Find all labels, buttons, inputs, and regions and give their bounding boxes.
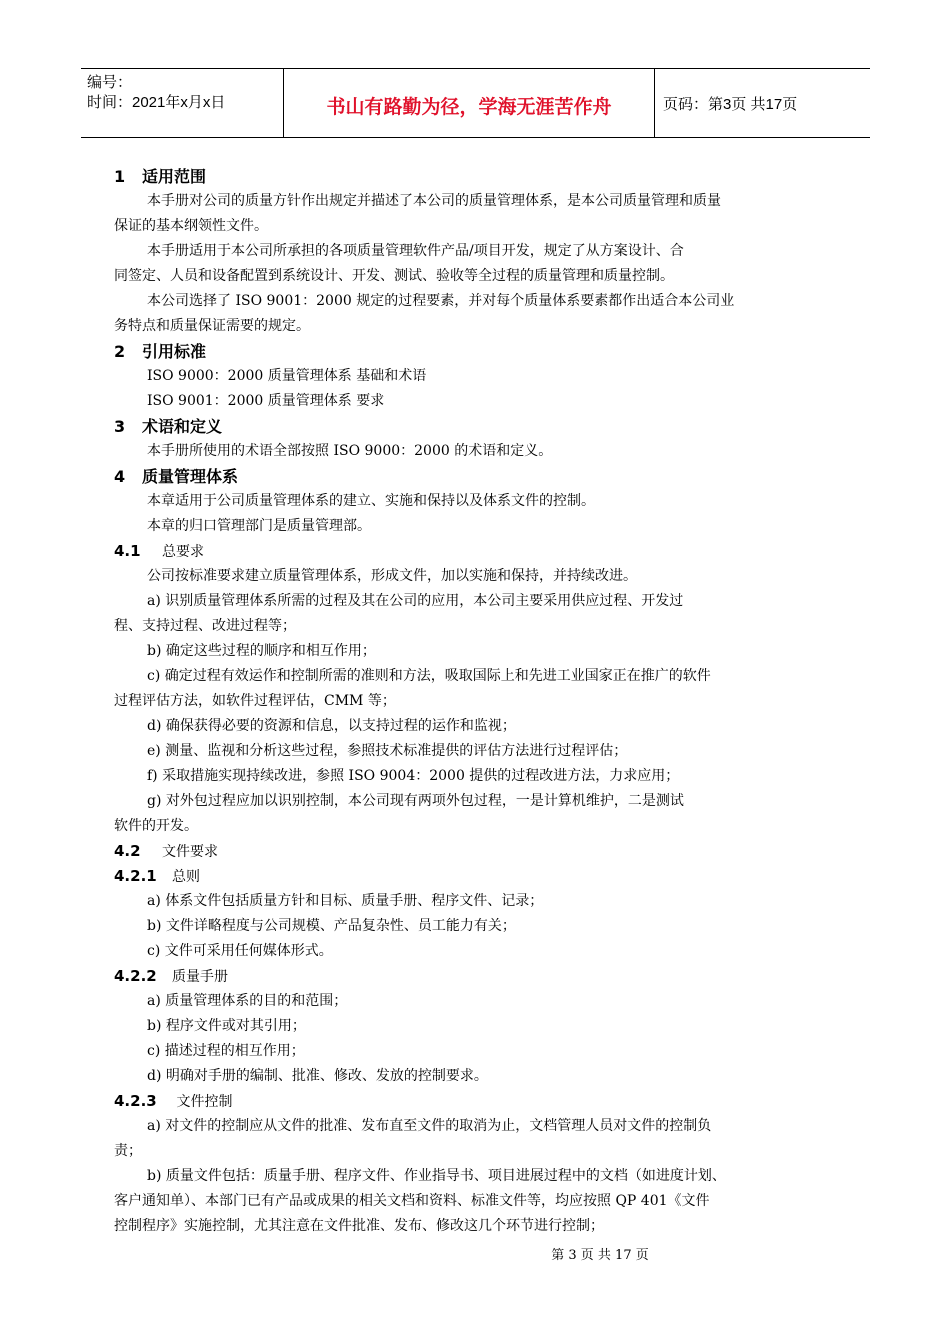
subsection-number: 4.2.3 <box>114 1092 157 1110</box>
subsection-heading <box>114 964 854 989</box>
header-page-info: 页码：第3页 共17页 <box>663 95 798 113</box>
subsection-heading <box>114 864 854 889</box>
code-label: 编号： <box>87 74 133 91</box>
paragraph-line: c) 描述过程的相互作用； <box>147 1043 305 1059</box>
section-number: 4 <box>114 467 126 486</box>
paragraph-line: ISO 9000：2000 质量管理体系 基础和术语 <box>147 368 427 384</box>
subsection-number: 4.2.2 <box>114 967 157 985</box>
paragraph-line: 本手册适用于本公司所承担的各项质量管理软件产品/项目开发，规定了从方案设计、合 <box>147 243 684 259</box>
subsection-heading <box>114 539 854 564</box>
paragraph-line: 务特点和质量保证需要的规定。 <box>114 318 310 334</box>
paragraph-line: 本章的归口管理部门是质量管理部。 <box>147 518 371 534</box>
paragraph-line: 本公司选择了 ISO 9001：2000 规定的过程要素，并对每个质量体系要素都作出适合本公司业 <box>147 293 735 309</box>
paragraph-line: b) 质量文件包括：质量手册、程序文件、作业指导书、项目进展过程中的文档（如进度计划、 <box>147 1168 726 1184</box>
paragraph-line: a) 识别质量管理体系所需的过程及其在公司的应用，本公司主要采用供应过程、开发过 <box>147 593 684 609</box>
paragraph-line: 责； <box>114 1143 142 1159</box>
subsection-title: 文件控制 <box>172 1094 233 1110</box>
paragraph-line: e) 测量、监视和分析这些过程，参照技术标准提供的评估方法进行过程评估； <box>147 743 628 759</box>
subsection-number: 4.2.1 <box>114 867 157 885</box>
paragraph-line: b) 程序文件或对其引用； <box>147 1018 306 1034</box>
paragraph-line: 软件的开发。 <box>114 818 198 834</box>
paragraph-line: c) 文件可采用任何媒体形式。 <box>147 943 333 959</box>
section-number: 1 <box>114 167 126 186</box>
paragraph-line: f) 采取措施实现持续改进，参照 ISO 9004：2000 提供的过程改进方法，力求应用； <box>147 768 680 784</box>
subsection-number: 4.2 <box>114 842 141 860</box>
paragraph-line: d) 明确对手册的编制、批准、修改、发放的控制要求。 <box>147 1068 488 1084</box>
section-heading <box>114 464 854 489</box>
section-title: 质量管理体系 <box>142 467 239 486</box>
paragraph-line: 本手册所使用的术语全部按照 ISO 9000：2000 的术语和定义。 <box>147 443 553 459</box>
paragraph-line: a) 体系文件包括质量方针和目标、质量手册、程序文件、记录； <box>147 893 544 909</box>
page-footer: 第 3 页 共 17 页 <box>551 1248 649 1263</box>
paragraph-line: b) 文件详略程度与公司规模、产品复杂性、员工能力有关； <box>147 918 516 934</box>
header-motto: 书山有路勤为径，学海无涯苦作舟 <box>284 69 655 137</box>
page-header <box>81 68 870 138</box>
paragraph-line: c) 确定过程有效运作和控制所需的准则和方法，吸取国际上和先进工业国家正在推广的软件 <box>147 668 711 684</box>
section-title: 引用标准 <box>142 342 207 361</box>
paragraph-line: 公司按标准要求建立质量管理体系，形成文件，加以实施和保持，并持续改进。 <box>147 568 637 584</box>
section-title: 术语和定义 <box>142 417 223 436</box>
subsection-title: 文件要求 <box>162 844 218 860</box>
subsection-heading <box>114 839 854 864</box>
document-body <box>114 164 854 1239</box>
paragraph-line: 控制程序》实施控制，尤其注意在文件批准、发布、修改这几个环节进行控制； <box>114 1218 604 1234</box>
section-number: 3 <box>114 417 126 436</box>
paragraph-line: 保证的基本纲领性文件。 <box>114 218 268 234</box>
section-heading <box>114 339 854 364</box>
header-left-cell <box>81 69 284 137</box>
paragraph-line: 程、支持过程、改进过程等； <box>114 618 296 634</box>
paragraph-line: 本章适用于公司质量管理体系的建立、实施和保持以及体系文件的控制。 <box>147 493 595 509</box>
paragraph-line: a) 质量管理体系的目的和范围； <box>147 993 348 1009</box>
section-heading <box>114 414 854 439</box>
paragraph-line: 过程评估方法，如软件过程评估，CMM 等； <box>114 693 396 709</box>
subsection-title: 质量手册 <box>172 969 228 985</box>
date-line: 时间：2021年x月x日 <box>87 94 226 111</box>
subsection-title: 总要求 <box>162 544 204 560</box>
section-heading <box>114 164 854 189</box>
paragraph-line: d) 确保获得必要的资源和信息，以支持过程的运作和监视； <box>147 718 516 734</box>
subsection-title: 总则 <box>172 869 200 885</box>
paragraph-line: 同签定、人员和设备配置到系统设计、开发、测试、验收等全过程的质量管理和质量控制。 <box>114 268 674 284</box>
subsection-heading <box>114 1089 854 1114</box>
paragraph-line: 客户通知单）、本部门已有产品或成果的相关文档和资料、标准文件等，均应按照 QP 401《文件 <box>114 1193 710 1209</box>
paragraph-line: g) 对外包过程应加以识别控制，本公司现有两项外包过程，一是计算机维护，二是测试 <box>147 793 684 809</box>
section-title: 适用范围 <box>142 167 207 186</box>
section-number: 2 <box>114 342 126 361</box>
paragraph-line: 本手册对公司的质量方针作出规定并描述了本公司的质量管理体系，是本公司质量管理和质量 <box>147 193 721 209</box>
paragraph-line: a) 对文件的控制应从文件的批准、发布直至文件的取消为止，文档管理人员对文件的控制负 <box>147 1118 712 1134</box>
subsection-number: 4.1 <box>114 542 141 560</box>
paragraph-line: ISO 9001：2000 质量管理体系 要求 <box>147 393 385 409</box>
paragraph-line: b) 确定这些过程的顺序和相互作用； <box>147 643 376 659</box>
